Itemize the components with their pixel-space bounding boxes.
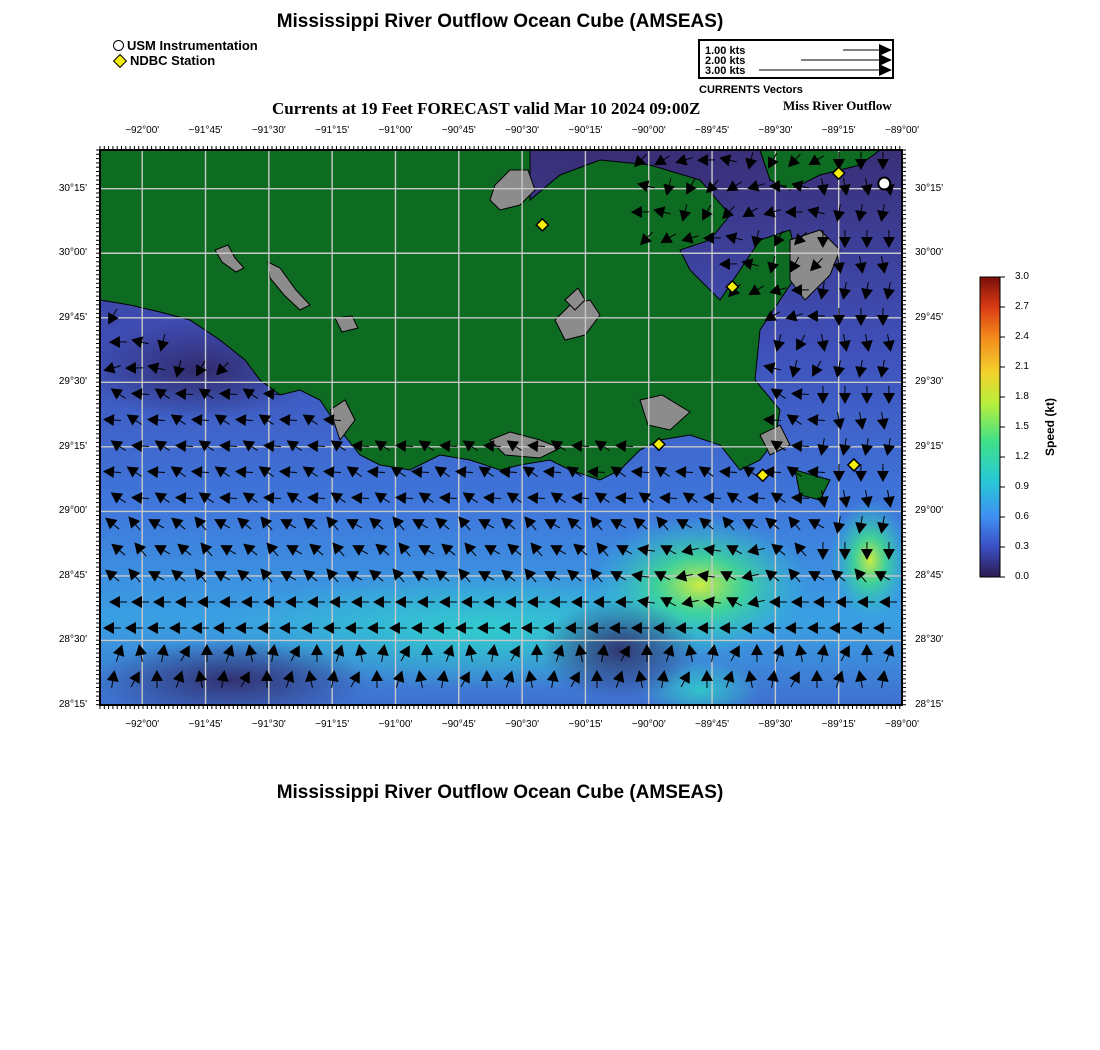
colorbar (975, 272, 1015, 582)
legend-ndbc-label: NDBC Station (130, 53, 216, 68)
tick-label: −90°30' (505, 719, 540, 730)
tick-label: 29°15' (915, 440, 944, 452)
tick-label: −90°30' (505, 125, 540, 136)
tick-label: −91°45' (188, 719, 223, 730)
region-label: Miss River Outflow (783, 98, 892, 113)
colorbar-tick-label: 0.3 (1015, 541, 1029, 552)
tick-label: 28°15' (915, 699, 944, 710)
tick-label: −89°15' (821, 125, 856, 136)
tick-label: −89°45' (695, 719, 730, 730)
tick-label: 30°15' (915, 182, 944, 194)
map-body (80, 150, 910, 720)
tick-label: −89°15' (821, 719, 856, 730)
tick-label: 29°30' (58, 376, 87, 388)
tick-label: 29°15' (58, 440, 87, 452)
tick-label: 29°00' (58, 505, 87, 517)
tick-label: −91°30' (251, 719, 286, 730)
colorbar-tick-label: 3.0 (1015, 271, 1029, 282)
tick-label: 28°45' (915, 569, 944, 581)
tick-label: 29°45' (915, 311, 944, 323)
tick-label: 30°15' (58, 182, 87, 194)
tick-label: −92°00' (125, 719, 160, 730)
tick-label: −91°00' (378, 719, 413, 730)
tick-label: 29°30' (915, 376, 944, 388)
tick-label: −89°00' (885, 719, 919, 730)
tick-label: 28°30' (58, 634, 87, 646)
tick-label: 30°00' (915, 247, 944, 259)
tick-label: −90°00' (631, 719, 666, 730)
tick-label: 28°15' (58, 699, 87, 710)
colorbar-tick-label: 0.9 (1015, 481, 1029, 492)
tick-label: −90°45' (441, 719, 476, 730)
tick-label: −91°30' (251, 125, 286, 136)
tick-label: −89°30' (758, 719, 793, 730)
colorbar-tick-label: 0.0 (1015, 571, 1029, 582)
low-speed-area (540, 600, 700, 700)
tick-label: −91°15' (315, 719, 350, 730)
vector-legend-entry: 2.00 kts (705, 55, 746, 67)
tick-label: −90°15' (568, 719, 603, 730)
tick-label: −91°00' (378, 125, 413, 136)
footer-title: Mississippi River Outflow Ocean Cube (AMSEAS) (276, 782, 724, 803)
colorbar-tick-label: 0.6 (1015, 511, 1029, 522)
colorbar-tick-label: 2.1 (1015, 361, 1029, 372)
tick-label: −89°45' (695, 125, 730, 136)
tick-label: 28°45' (58, 569, 87, 581)
vector-legend-title: CURRENTS Vectors (699, 84, 803, 96)
vector-legend-entry: 1.00 kts (705, 45, 746, 57)
page-title: Mississippi River Outflow Ocean Cube (AMSEAS) (276, 11, 724, 32)
tick-label: −91°45' (188, 125, 223, 136)
colorbar-tick-label: 1.8 (1015, 391, 1029, 402)
tick-label: −91°15' (315, 125, 350, 136)
map-subtitle: Currents at 19 Feet FORECAST valid Mar 10 2024 09:00Z (272, 99, 701, 118)
tick-label: −90°00' (631, 125, 666, 136)
colorbar-tick-label: 1.2 (1015, 451, 1029, 462)
colorbar-ticks (1000, 277, 1005, 577)
tick-label: 29°45' (58, 311, 87, 323)
colorbar-tick-label: 2.7 (1015, 301, 1029, 312)
tick-label: −90°45' (441, 125, 476, 136)
usm-instrumentation-marker (878, 178, 890, 190)
tick-label: 30°00' (58, 247, 87, 259)
colorbar-tick-label: 2.4 (1015, 331, 1029, 342)
tick-label: −90°15' (568, 125, 603, 136)
vector-legend-entry: 3.00 kts (705, 65, 746, 77)
legend-usm-label: USM Instrumentation (127, 38, 258, 53)
colorbar-gradient (980, 277, 1000, 577)
tick-label: −92°00' (125, 125, 160, 136)
tick-label: −89°00' (885, 125, 919, 136)
tick-label: −89°30' (758, 125, 793, 136)
tick-label: 28°30' (915, 634, 944, 646)
tick-label: 29°00' (915, 505, 944, 517)
colorbar-tick-label: 1.5 (1015, 421, 1029, 432)
colorbar-label: Speed (kt) (1043, 398, 1057, 457)
